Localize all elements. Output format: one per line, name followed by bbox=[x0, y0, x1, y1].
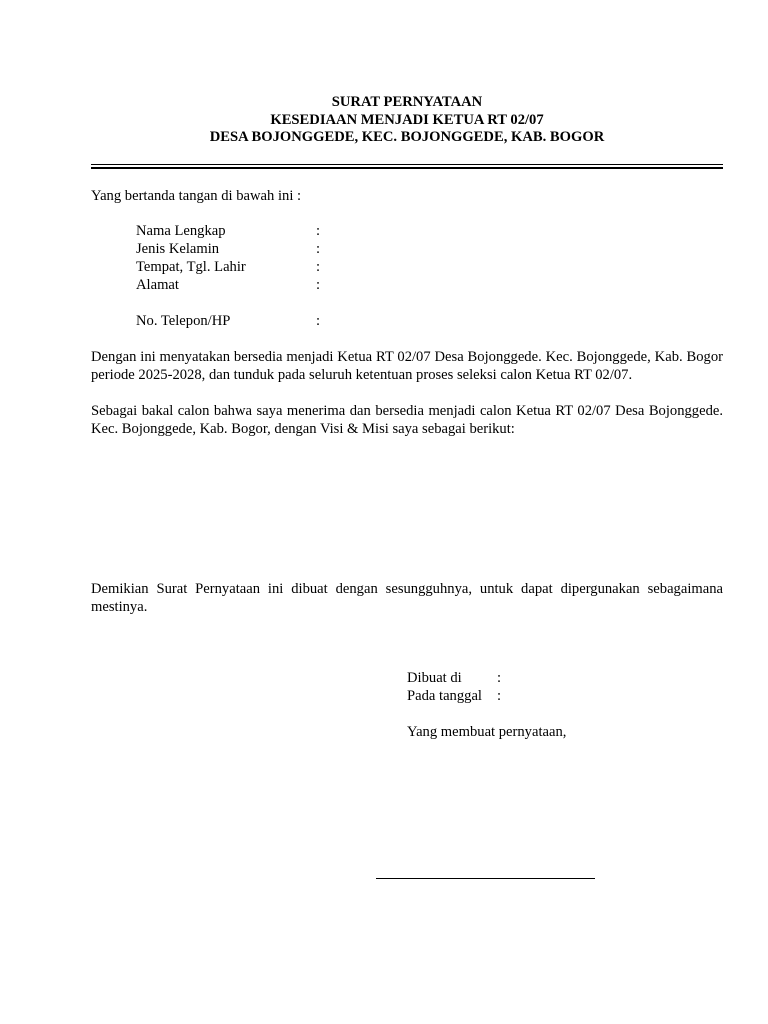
field-nama-lengkap bbox=[136, 222, 336, 240]
date-row bbox=[407, 687, 566, 705]
document-title bbox=[91, 94, 723, 147]
place-label: Dibuat di bbox=[407, 670, 462, 686]
field-label: Jenis Kelamin bbox=[136, 241, 220, 257]
closing-paragraph: Demikian Surat Pernyataan ini dibuat dengan sesungguhnya, untuk dapat dipergunakan sebagaimana mestinya. bbox=[91, 581, 723, 615]
title-double-rule bbox=[91, 164, 723, 169]
field-colon: : bbox=[316, 313, 321, 329]
date-colon: : bbox=[497, 688, 502, 704]
field-jenis-kelamin bbox=[136, 240, 336, 258]
field-no-telepon bbox=[136, 312, 336, 330]
identity-fields bbox=[136, 222, 336, 330]
intro-text: Yang bertanda tangan di bawah ini : bbox=[91, 188, 302, 204]
statement-paragraph: Dengan ini menyatakan bersedia menjadi Ketua RT 02/07 Desa Bojonggede. Kec. Bojonggede, Kab. Bogor periode 2025-2028, dan tunduk pada seluruh ketentuan proses seleksi calon Ketua RT 02/07. bbox=[91, 349, 723, 383]
field-colon: : bbox=[316, 241, 321, 257]
date-label: Pada tanggal bbox=[407, 688, 482, 704]
signature-line bbox=[376, 878, 595, 879]
field-colon: : bbox=[316, 277, 321, 293]
maker-label: Yang membuat pernyataan, bbox=[407, 724, 567, 740]
field-label: Nama Lengkap bbox=[136, 223, 226, 239]
title-line-1: SURAT PERNYATAAN bbox=[331, 94, 483, 110]
place-row bbox=[407, 669, 566, 687]
field-alamat bbox=[136, 276, 336, 294]
field-label: Alamat bbox=[136, 277, 179, 293]
vision-mission-paragraph: Sebagai bakal calon bahwa saya menerima dan bersedia menjadi calon Ketua RT 02/07 Desa Bojonggede. Kec. Bojonggede, Kab. Bogor, dengan Visi & Misi saya sebagai berikut: bbox=[91, 403, 723, 437]
place-colon: : bbox=[497, 670, 502, 686]
title-line-2: KESEDIAAN MENJADI KETUA RT 02/07 bbox=[270, 111, 544, 128]
field-colon: : bbox=[316, 223, 321, 239]
field-label: No. Telepon/HP bbox=[136, 313, 231, 329]
field-colon: : bbox=[316, 259, 321, 275]
title-line-3: DESA BOJONGGEDE, KEC. BOJONGGEDE, KAB. BOGOR bbox=[209, 129, 605, 145]
field-label: Tempat, Tgl. Lahir bbox=[136, 259, 246, 275]
field-tempat-tgl-lahir bbox=[136, 258, 336, 276]
signature-block bbox=[407, 669, 566, 741]
